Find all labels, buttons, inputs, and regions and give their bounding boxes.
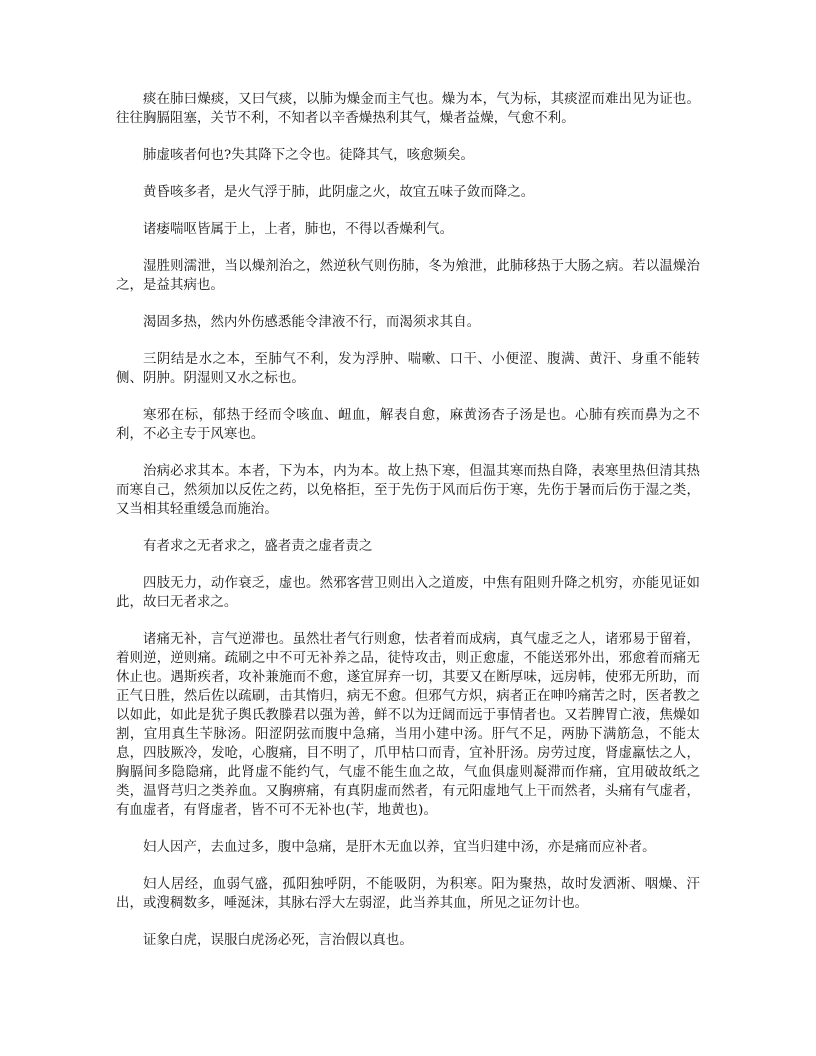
paragraph: 寒邪在标，郁热于经而令咳血、衄血，解表自愈，麻黄汤杏子汤是也。心肺有疾而鼻为之不利，不必主专于风寒也。 xyxy=(116,408,700,442)
paragraph: 妇人因产，去血过多，腹中急痛，是肝木无血以养，宜当归建中汤，亦是痛而应补者。 xyxy=(143,840,656,855)
paragraph: 四肢无力，动作衰乏，虚也。然邪客营卫则出入之道废，中焦有阻则升降之机穷，亦能见证如此，故曰无者求之。 xyxy=(116,576,700,610)
paragraph: 痰在肺曰燥痰，又曰气痰，以肺为燥金而主气也。燥为本，气为标，其痰涩而难出见为证也。往往胸膈阻塞，关节不利，不知者以辛香燥热利其气，燥者益燥，气愈不利。 xyxy=(116,92,700,126)
paragraph: 有者求之无者求之，盛者责之虚者责之 xyxy=(143,539,373,554)
paragraph: 三阴结是水之本，至肺气不利，发为浮肿、喘嗽、口干、小便涩、腹满、黄汗、身重不能转侧、阴肿。阴湿则又水之标也。 xyxy=(116,352,700,386)
paragraph: 妇人居经，血弱气盛，孤阳独呼阴，不能吸阴，为积寒。阳为聚热，故时发洒淅、咽燥、汗出，或溲稠数多，唾涎沫，其脉右浮大左弱涩，此当养其血，所见之证勿计也。 xyxy=(116,877,700,911)
paragraph: 黄昏咳多者，是火气浮于肺，此阴虚之火，故宜五味子敛而降之。 xyxy=(143,185,535,200)
paragraph: 治病必求其本。本者，下为本，内为本。故上热下寒，但温其寒而热自降，表寒里热但清其热而寒自己，然须加以反佐之药，以免格拒，至于先伤于风而后伤于寒，先伤于暑而后伤于湿之类，又当相其轻重缓急而施治。 xyxy=(116,464,700,517)
document-page xyxy=(116,90,700,968)
paragraph: 诸痛无补，言气逆滞也。虽然壮者气行则愈，怯者着而成病，真气虚乏之人，诸邪易于留着，着则逆，逆则痛。疏刷之中不可无补养之品，徒恃攻击，则正愈虚，不能送邪外出，邪愈着而痛无休止也。遇斯疾者，攻补兼施而不愈，遂宜屏弃一切，其要又在断厚味，远房帏，使邪无所助，而正气日胜，然后佐以疏刷，击其惰归，病无不愈。但邪气方炽，病者正在呻吟痛苦之时，医者教之以如此，如此是犹子舆氏教滕君以强为善，鲜不以为迂阔而远于事情者也。又若脾胃亡液，焦燥如割，宜用真生苄脉汤。阳涩阴弦而腹中急痛，当用小建中汤。肝气不足，两胁下满筋急，不能太息，四肢厥冷，发呛，心腹痛，目不明了，爪甲枯口而青，宜补肝汤。房劳过度，肾虚羸怯之人，胸膈间多隐隐痛，此肾虚不能约气，气虚不能生血之故，气血俱虚则凝滞而作痛，宜用破故纸之类，温肾芎归之类养血。又胸痹痛，有真阴虚而然者，有元阳虚地气上干而然者，头痛有气虚者，有血虚者，有肾虚者，皆不可不无补也(苄，地黄也)。 xyxy=(116,632,700,818)
paragraph: 证象白虎，误服白虎汤必死，言治假以真也。 xyxy=(143,933,413,948)
paragraph: 湿胜则濡泄，当以燥剂治之，然逆秋气则伤肺，冬为飧泄，此肺移热于大肠之病。若以温燥治之，是益其病也。 xyxy=(116,259,700,293)
paragraph: 渴固多热，然内外伤感悉能令津液不行，而渴须求其自。 xyxy=(143,315,481,330)
paragraph: 肺虚咳者何也?失其降下之令也。徒降其气，咳愈频矣。 xyxy=(143,148,475,163)
paragraph: 诸痿喘呕皆属于上，上者，肺也，不得以香燥利气。 xyxy=(143,222,454,237)
